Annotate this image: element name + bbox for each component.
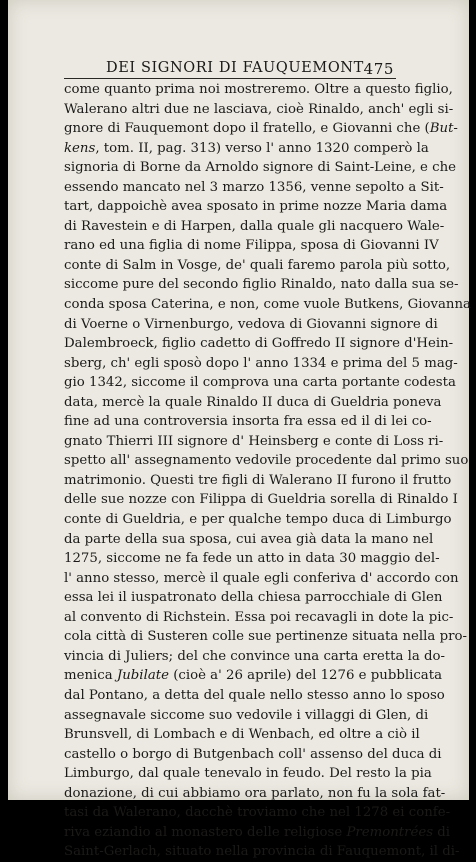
text-line	[64, 530, 434, 550]
text-line	[64, 842, 460, 862]
text-segment: gio 1342, siccome il comprova una carta portante codesta	[64, 375, 456, 391]
text-segment: tasi da Walerano, dacchè troviamo che nel 1278 ei confe-	[64, 805, 451, 821]
text-line	[64, 295, 471, 315]
text-line	[64, 588, 443, 608]
text-segment: Saint-Gerlach, situato nella provincia di Fauquemont, il di-	[64, 844, 460, 860]
italic-segment: Premontrées	[346, 824, 434, 840]
text-segment: (cioè a' 26 aprile) del 1276 e pubblicata	[168, 668, 442, 684]
body-text	[64, 80, 471, 862]
text-segment: gnore di Fauquemont dopo il fratello, e Giovanni che (	[64, 121, 430, 137]
text-segment: essendo mancato nel 3 marzo 1356, venne sepolto a Sit-	[64, 179, 444, 195]
text-segment: Brunsvell, di Lombach e di Wenbach, ed oltre a ciò il	[64, 727, 420, 743]
text-segment: l' anno stesso, mercè il quale egli conferiva d' accordo con	[64, 570, 459, 586]
text-line	[64, 217, 445, 237]
text-line	[64, 158, 456, 178]
text-segment: Limburgo, dal quale tenevalo in feudo. Del resto la pia	[64, 766, 432, 782]
text-segment: fine ad una controversia insorta fra essa ed il di lei co-	[64, 414, 432, 430]
text-segment: di	[433, 824, 451, 840]
text-line	[64, 100, 454, 120]
text-segment: donazione, di cui abbiamo ora parlato, non fu la sola fat-	[64, 785, 446, 801]
text-segment: tart, dappoichè avea sposato in prime nozze Maria dama	[64, 199, 448, 215]
text-line	[64, 706, 429, 726]
text-segment: , tom. II, pag. 313) verso l' anno 1320 comperò la	[95, 140, 429, 156]
text-line	[64, 745, 442, 765]
text-line	[64, 256, 451, 276]
text-line	[64, 432, 444, 452]
text-segment: conte di Salm in Vosge, de' quali faremo parola più sotto,	[64, 257, 451, 273]
text-segment: siccome pure del secondo figlio Rinaldo, nato dalla sua se-	[64, 277, 459, 293]
text-segment: riva eziandio al monastero delle religiose	[64, 824, 347, 840]
text-line	[64, 412, 432, 432]
text-segment: signoria di Borne da Arnoldo signore di Saint-Leine, e che	[64, 160, 456, 176]
text-segment: di Ravestein e di Harpen, dalla quale gli nacquero Wale-	[64, 218, 445, 234]
text-segment: data, mercè la quale Rinaldo II duca di Gueldria poneva	[64, 394, 442, 410]
text-line	[64, 647, 446, 667]
text-segment: delle sue nozze con Filippa di Gueldria sorella di Rinaldo I	[64, 492, 458, 508]
text-line	[64, 764, 432, 784]
text-segment: di Voerne o Virnenburgo, vedova di Giovanni signore di	[64, 316, 438, 332]
header-rule	[64, 78, 396, 79]
text-segment: vincia di Juliers; del che convince una carta eretta la do-	[64, 648, 446, 664]
text-line	[64, 197, 448, 217]
running-title: DEI SIGNORI DI FAUQUEMONT	[106, 60, 364, 76]
text-line	[64, 471, 452, 491]
text-segment: menica	[64, 668, 117, 684]
text-line	[64, 549, 440, 569]
text-line	[64, 315, 438, 335]
text-line	[64, 490, 458, 510]
text-segment: essa lei il iuspatronato della chiesa parrocchiale di Glen	[64, 590, 443, 606]
text-line	[64, 784, 446, 804]
text-line	[64, 236, 439, 256]
text-segment: assegnavale siccome suo vedovile i villaggi di Glen, di	[64, 707, 429, 723]
text-segment: al convento di Richstein. Essa poi recavagli in dote la pic-	[64, 609, 454, 625]
text-segment: dal Pontano, a detta del quale nello stesso anno lo sposo	[64, 687, 445, 703]
italic-segment: kens	[64, 140, 96, 156]
text-line	[64, 823, 451, 843]
text-segment: Dalembroeck, figlio cadetto di Goffredo II signore d'Hein-	[64, 336, 454, 352]
text-line	[64, 725, 420, 745]
text-segment: spetto all' assegnamento vedovile procedente dal primo suo	[64, 453, 469, 469]
text-segment: 1275, siccome ne fa fede un atto in data 30 maggio del-	[64, 551, 440, 567]
italic-segment: Jubilate	[116, 668, 169, 684]
text-line	[64, 510, 452, 530]
book-page	[8, 0, 471, 860]
page-number: 475	[363, 60, 394, 78]
text-line	[64, 686, 445, 706]
text-line	[64, 334, 454, 354]
text-segment: conte di Gueldria, e per qualche tempo duca di Limburgo	[64, 512, 452, 528]
text-segment: castello o borgo di Butgenbach coll' assenso del duca di	[64, 746, 442, 762]
text-line	[64, 803, 451, 823]
text-line	[64, 373, 456, 393]
text-line	[64, 275, 459, 295]
text-segment: matrimonio. Questi tre figli di Walerano II furono il frutto	[64, 472, 452, 488]
text-line	[64, 627, 467, 647]
text-segment: sberg, ch' egli sposò dopo l' anno 1334 e prima del 5 mag-	[64, 355, 458, 371]
text-line	[64, 139, 429, 159]
text-segment: Walerano altri due ne lasciava, cioè Rinaldo, anch' egli si-	[64, 101, 454, 117]
text-segment: rano ed una figlia di nome Filippa, sposa di Giovanni IV	[64, 238, 439, 254]
text-line	[64, 608, 454, 628]
text-line	[64, 393, 442, 413]
text-segment: da parte della sua sposa, cui avea già data la mano nel	[64, 531, 434, 547]
text-segment: cola città di Susteren colle sue pertinenze situata nella pro-	[64, 629, 467, 645]
text-line	[64, 451, 469, 471]
italic-segment: But-	[429, 121, 458, 137]
text-line	[64, 569, 459, 589]
text-segment: gnato Thierri III signore d' Heinsberg e conte di Loss ri-	[64, 433, 444, 449]
text-line	[64, 666, 442, 686]
text-segment: come quanto prima noi mostreremo. Oltre a questo figlio,	[64, 82, 453, 97]
text-line	[64, 354, 458, 374]
text-line	[64, 178, 444, 198]
text-line	[64, 119, 458, 139]
text-segment: conda sposa Caterina, e non, come vuole Butkens, Giovanna	[64, 297, 471, 313]
text-line	[64, 80, 453, 100]
